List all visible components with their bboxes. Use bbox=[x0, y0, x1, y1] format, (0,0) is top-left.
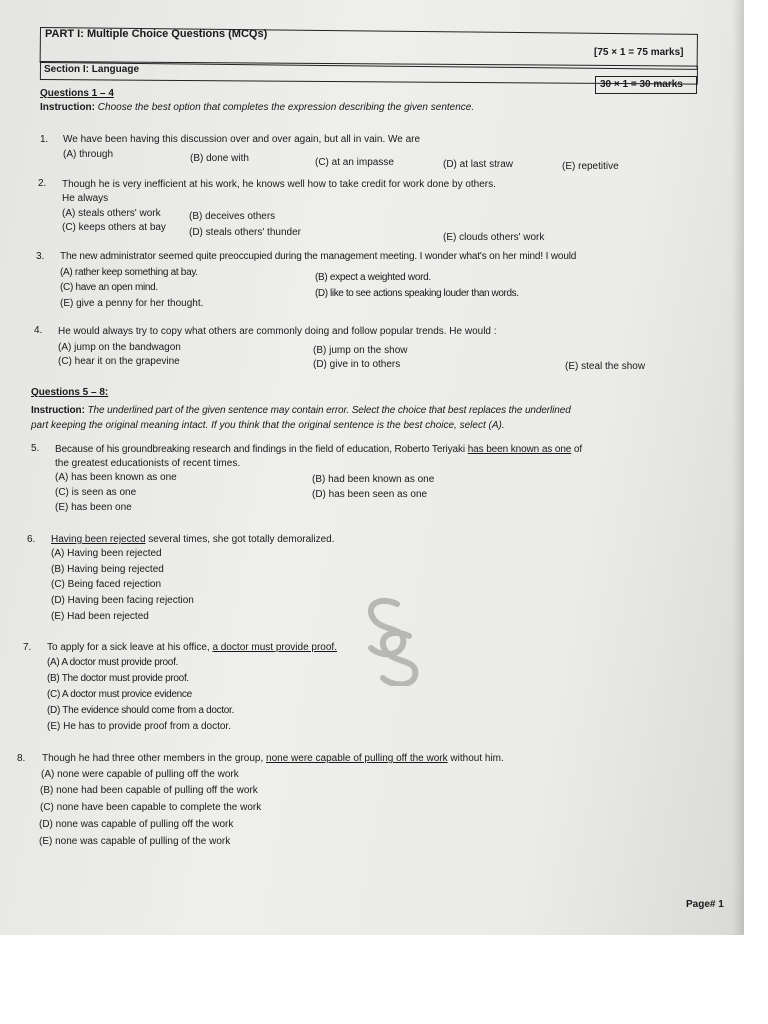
q2-text-line2: He always bbox=[62, 193, 109, 204]
q1-text: We have been having this discussion over and over again, but all in vain. We are bbox=[63, 134, 421, 145]
q7-text bbox=[47, 641, 337, 654]
q3-option-b: (B) expect a weighted word. bbox=[315, 272, 431, 283]
q8-option-e: (E) none was capable of pulling of the work bbox=[39, 836, 231, 847]
q3-option-a: (A) rather keep something at bay. bbox=[60, 267, 198, 278]
group2-instruction-text: The underlined part of the given sentence may contain error. Select the choice that best replaces the underlined bbox=[87, 405, 571, 416]
q1-option-a: (A) through bbox=[63, 149, 114, 160]
q7-option-d: (D) The evidence should come from a doctor. bbox=[47, 705, 235, 716]
q5-option-c: (C) is seen as one bbox=[55, 487, 137, 498]
group2-heading: Questions 5 – 8: bbox=[31, 387, 109, 398]
q5-option-e: (E) has been one bbox=[55, 502, 132, 513]
q5-option-d: (D) has been seen as one bbox=[312, 489, 428, 500]
q3-text: The new administrator seemed quite preoccupied during the management meeting. I wonder what's on her mind! I would bbox=[60, 251, 577, 262]
q3-option-e: (E) give a penny for her thought. bbox=[60, 298, 204, 309]
q7-option-c: (C) A doctor must provice evidence bbox=[47, 689, 192, 700]
q4-option-c: (C) hear it on the grapevine bbox=[58, 356, 180, 367]
q5-underlined: has been known as one bbox=[467, 444, 572, 455]
q8-option-d: (D) none was capable of pulling off the work bbox=[39, 819, 234, 830]
q5-number: 5. bbox=[31, 443, 40, 454]
q4-option-d: (D) give in to others bbox=[313, 359, 401, 370]
q3-option-d: (D) like to see actions speaking louder than words. bbox=[315, 288, 519, 299]
q7-underlined: a doctor must provide proof. bbox=[212, 642, 337, 653]
q6-option-b: (B) Having being rejected bbox=[51, 564, 164, 575]
group2-instruction-label: Instruction: bbox=[31, 405, 85, 416]
q6-option-a: (A) Having been rejected bbox=[51, 548, 162, 559]
part-title: PART I: Multiple Choice Questions (MCQs) bbox=[45, 28, 268, 40]
q3-number: 3. bbox=[36, 251, 45, 262]
q4-option-a: (A) jump on the bandwagon bbox=[58, 342, 181, 353]
q8-option-a: (A) none were capable of pulling off the work bbox=[41, 769, 239, 780]
q8-text bbox=[42, 752, 504, 765]
section-title: Section I: Language bbox=[44, 64, 140, 75]
q2-option-e: (E) clouds others' work bbox=[443, 232, 545, 243]
q8-text-pre: Though he had three other members in the group, bbox=[42, 753, 267, 764]
q5-text-pre: Because of his groundbreaking research and findings in the field of education, Roberto Teriyaki bbox=[55, 444, 468, 455]
q4-option-e: (E) steal the show bbox=[565, 361, 646, 372]
group1-instruction-label: Instruction: bbox=[40, 102, 95, 113]
q7-number: 7. bbox=[23, 642, 32, 653]
q4-option-b: (B) jump on the show bbox=[313, 345, 408, 356]
q2-option-b: (B) deceives others bbox=[189, 211, 276, 222]
q1-number: 1. bbox=[40, 134, 49, 145]
q8-option-b: (B) none had been capable of pulling off the work bbox=[40, 785, 258, 796]
q1-option-c: (C) at an impasse bbox=[315, 157, 394, 168]
q6-number: 6. bbox=[27, 534, 36, 545]
q2-option-d: (D) steals others' thunder bbox=[189, 227, 301, 238]
q8-number: 8. bbox=[17, 753, 26, 764]
q6-text-post: several times, she got totally demoralized. bbox=[145, 534, 335, 545]
q4-text: He would always try to copy what others are commonly doing and follow popular trends. He would : bbox=[58, 326, 497, 337]
q7-option-e: (E) He has to provide proof from a doctor. bbox=[47, 721, 231, 732]
q6-text bbox=[51, 533, 335, 546]
q6-option-e: (E) Had been rejected bbox=[51, 611, 149, 622]
group2-instruction-line2: part keeping the original meaning intact. If you think that the original sentence is the best choice, select (A). bbox=[31, 420, 505, 431]
q5-text-post: of bbox=[571, 444, 583, 455]
q7-option-a: (A) A doctor must provide proof. bbox=[47, 657, 179, 668]
q2-number: 2. bbox=[38, 178, 47, 189]
q2-option-c: (C) keeps others at bay bbox=[62, 222, 166, 233]
q5-text-line2: the greatest educationists of recent times. bbox=[55, 458, 241, 469]
q3-option-c: (C) have an open mind. bbox=[60, 282, 158, 293]
q1-option-b: (B) done with bbox=[190, 153, 249, 164]
q7-text-pre: To apply for a sick leave at his office, bbox=[47, 642, 213, 653]
page-number: Page# 1 bbox=[686, 899, 724, 910]
q6-option-d: (D) Having been facing rejection bbox=[51, 595, 194, 606]
q4-number: 4. bbox=[34, 325, 43, 336]
group1-heading: Questions 1 – 4 bbox=[40, 88, 114, 99]
ss-watermark-icon bbox=[337, 596, 437, 686]
q5-text bbox=[55, 443, 582, 456]
q6-underlined: Having been rejected bbox=[51, 534, 146, 545]
q8-underlined: none were capable of pulling off the work bbox=[266, 753, 448, 764]
q1-option-e: (E) repetitive bbox=[562, 161, 619, 172]
q8-text-post: without him. bbox=[447, 753, 504, 764]
q6-option-c: (C) Being faced rejection bbox=[51, 579, 162, 590]
q2-option-a: (A) steals others' work bbox=[62, 208, 161, 219]
q5-option-b: (B) had been known as one bbox=[312, 474, 435, 485]
group2-instruction-line1 bbox=[31, 404, 571, 417]
q1-option-d: (D) at last straw bbox=[443, 159, 514, 170]
q8-option-c: (C) none have been capable to complete the work bbox=[40, 802, 262, 813]
group1-instruction bbox=[40, 101, 474, 114]
q2-text: Though he is very inefficient at his work, he knows well how to take credit for work done by others. bbox=[62, 179, 496, 190]
section-marks: 30 × 1 = 30 marks bbox=[600, 79, 683, 90]
q5-option-a: (A) has been known as one bbox=[55, 472, 177, 483]
q7-option-b: (B) The doctor must provide proof. bbox=[47, 673, 189, 684]
group1-instruction-text: Choose the best option that completes the expression describing the given sentence. bbox=[97, 102, 475, 113]
part-marks: [75 × 1 = 75 marks] bbox=[594, 47, 684, 58]
